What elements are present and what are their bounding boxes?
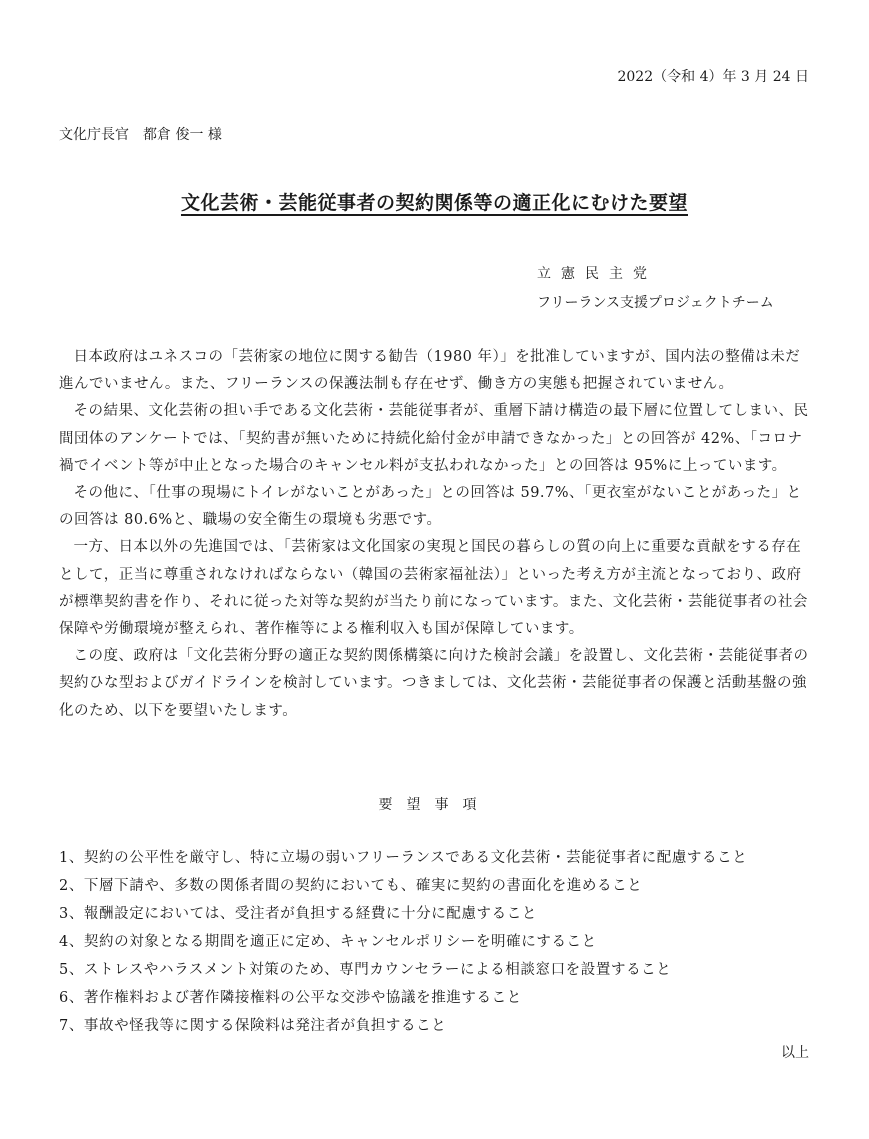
addressee: 文化庁長官 都倉 俊一 様	[59, 127, 222, 143]
closing-mark: 以上	[781, 1045, 809, 1061]
request-item: 6、著作権料および著作隣接権料の公平な交渉や協議を推進すること	[59, 990, 522, 1006]
request-item: 5、ストレスやハラスメント対策のため、専門カウンセラーによる相談窓口を設置すること	[59, 962, 672, 978]
request-item: 4、契約の対象となる期間を適正に定め、キャンセルポリシーを明確にすること	[59, 934, 597, 950]
sender-organization: 立憲民主党	[537, 266, 657, 282]
request-item: 1、契約の公平性を厳守し、特に立場の弱いフリーランスである文化芸術・芸能従事者に配慮すること	[59, 850, 748, 866]
document-title	[0, 188, 869, 215]
body-paragraph: 一方、日本以外の先進国では、「芸術家は文化国家の実現と国民の暮らしの質の向上に重要な貢献をする存在として，正当に尊重されなければならない（韓国の芸術家福祉法）」といった考え方が主流となっており、政府が標準契約書を作り、それに従った対等な契約が当たり前になっています。また、文化芸術・芸能従事者の社会保障や労働環境が整えられ、著作権等による権利収入も国が保障しています。	[59, 539, 808, 638]
request-item: 7、事故や怪我等に関する保険料は発注者が負担すること	[59, 1018, 447, 1034]
request-item: 3、報酬設定においては、受注者が負担する経費に十分に配慮すること	[59, 906, 537, 922]
requests-list	[59, 844, 839, 1040]
document-title-text: 文化芸術・芸能従事者の契約関係等の適正化にむけた要望	[180, 192, 688, 214]
body-paragraph: 日本政府はユネスコの「芸術家の地位に関する勧告（1980 年）」を批准していますが、国内法の整備は未だ進んでいません。また、フリーランスの保護法制も存在せず、働き方の実態も把握されていません。	[59, 349, 801, 393]
body-paragraph: その結果、文化芸術の担い手である文化芸術・芸能従事者が、重層下請け構造の最下層に位置してしまい、民間団体のアンケートでは、「契約書が無いために持続化給付金が申請できなかった」との回答が 42%、「コロナ禍でイベント等が中止となった場合のキャンセル料が支払われなかった」との回答は 95%に上っています。	[59, 403, 809, 474]
body-paragraph: この度、政府は「文化芸術分野の適正な契約関係構築に向けた検討会議」を設置し、文化芸術・芸能従事者の契約ひな型およびガイドラインを検討しています。つきましては、文化芸術・芸能従事者の保護と活動基盤の強化のため、以下を要望いたします。	[59, 648, 809, 719]
request-item: 2、下層下請や、多数の関係者間の契約においても、確実に契約の書面化を進めること	[59, 878, 643, 894]
letter-body	[59, 344, 811, 725]
body-paragraph: その他に、「仕事の現場にトイレがないことがあった」との回答は 59.7%、「更衣室がないことがあった」との回答は 80.6%と、職場の安全衛生の環境も劣悪です。	[59, 485, 802, 529]
requests-heading: 要望事項	[378, 797, 491, 813]
letter-date: 2022（令和 4）年 3 月 24 日	[617, 69, 809, 85]
sender-team: フリーランス支援プロジェクトチーム	[537, 295, 774, 311]
